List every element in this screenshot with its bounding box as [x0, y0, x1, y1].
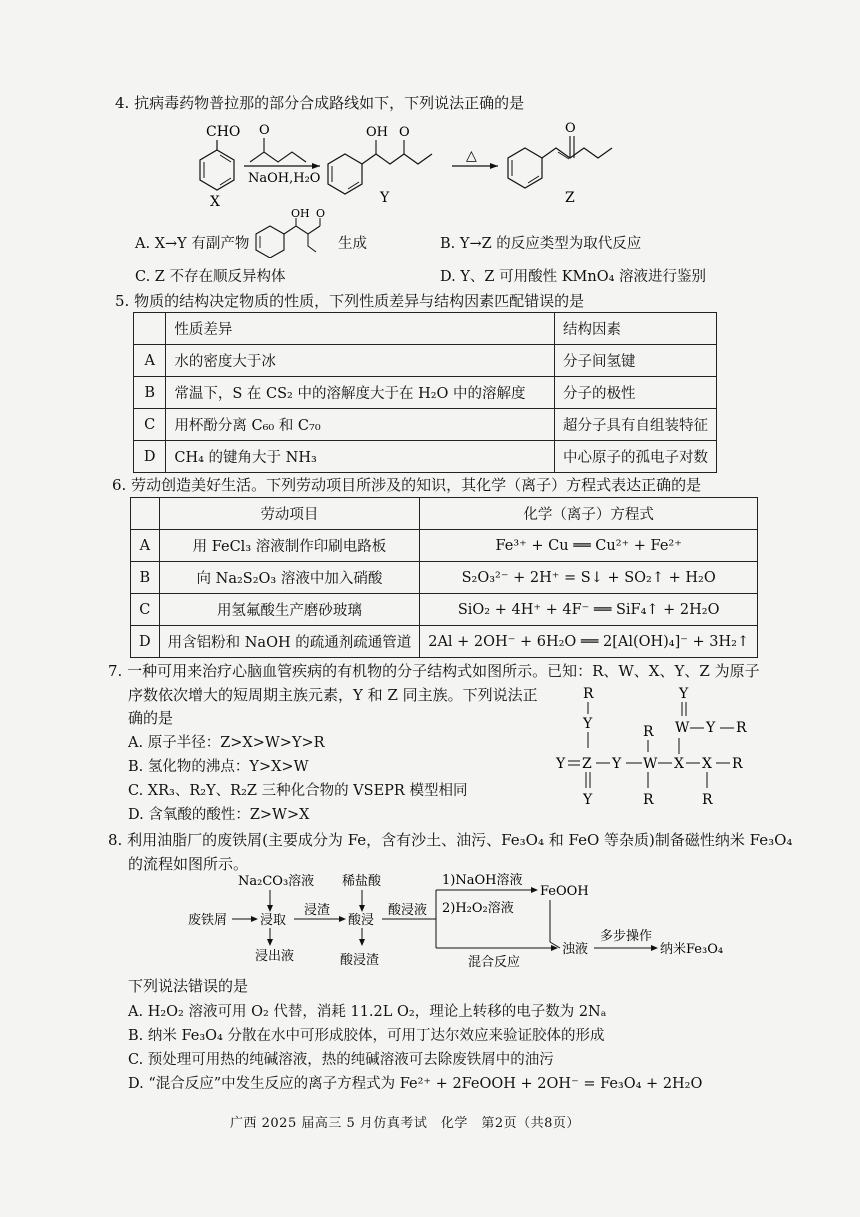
- svg-text:R: R: [583, 686, 594, 702]
- multi-step-label: 多步操作: [600, 929, 653, 944]
- q5-stem: 5. 物质的结构决定物质的性质，下列性质差异与结构因素匹配错误的是: [115, 292, 585, 310]
- svg-text:Y: Y: [583, 792, 593, 808]
- residue-label: 浸渣: [304, 903, 331, 918]
- q6-header-row: 劳动项目 化学（离子）方程式: [131, 498, 758, 530]
- q6-stem: 6. 劳动创造美好生活。下列劳动项目所涉及的知识，其化学（离子）方程式表达正确的是: [112, 476, 702, 494]
- table-row: A 水的密度大于冰 分子间氢键: [134, 345, 717, 377]
- q4-option-b: B. Y→Z 的反应类型为取代反应: [440, 236, 642, 252]
- svg-text:R: R: [736, 720, 747, 736]
- acid-leach-step: 酸浸: [348, 913, 375, 928]
- cho-label: CHO: [206, 124, 241, 140]
- compound-z: [508, 121, 612, 206]
- leach-liquid-label: 浸出液: [255, 949, 295, 964]
- feooh-label: FeOOH: [540, 884, 589, 899]
- q5-header-row: 性质差异 结构因素: [134, 313, 717, 345]
- q8-option-b: B. 纳米 Fe₃O₄ 分散在水中可形成胶体，可用丁达尔效应来验证胶体的形成: [128, 1028, 605, 1044]
- table-row: A 用 FeCl₃ 溶液制作印刷电路板 Fe³⁺ + Cu ══ Cu²⁺ + Fe²⁺: [131, 530, 758, 562]
- svg-text:Y: Y: [556, 756, 566, 772]
- svg-text:R: R: [732, 756, 743, 772]
- svg-text:X: X: [702, 756, 712, 772]
- compound-y: [328, 125, 432, 206]
- q7-stem-line3: 确的是: [128, 709, 174, 727]
- svg-text:Y: Y: [612, 756, 622, 772]
- q7-option-a: A. 原子半径：Z>X>W>Y>R: [128, 735, 325, 751]
- table-row: D 用含铝粉和 NaOH 的疏通剂疏通管道 2Al + 2OH⁻ + 6H₂O ══ 2[Al(OH)₄]⁻ + 3H₂↑: [131, 626, 758, 658]
- table-row: D CH₄ 的键角大于 NH₃ 中心原子的孤电子对数: [134, 441, 717, 473]
- svg-text:W: W: [643, 756, 658, 772]
- q5-table: [133, 312, 717, 473]
- naoh-label: 1)NaOH溶液: [442, 873, 523, 888]
- svg-text:Z: Z: [582, 756, 592, 772]
- q7-stem-line2: 序数依次增大的短周期主族元素，Y 和 Z 同主族。下列说法正: [128, 686, 538, 704]
- q8-stem-line3: 下列说法错误的是: [128, 977, 249, 995]
- svg-text:O: O: [565, 121, 576, 136]
- nano-label: 纳米Fe₃O₄: [660, 942, 724, 957]
- page-footer: 广西 2025 届高三 5 月仿真考试 化学 第2页（共8页）: [230, 1116, 580, 1131]
- acid-liquid-label: 酸浸液: [388, 903, 428, 918]
- mix-label: 混合反应: [468, 955, 521, 970]
- svg-text:O: O: [259, 123, 270, 138]
- x-label: X: [210, 194, 220, 210]
- svg-text:OH: OH: [291, 208, 310, 220]
- svg-text:Y: Y: [583, 716, 593, 732]
- q7-option-d: D. 含氧酸的酸性：Z>W>X: [128, 807, 310, 823]
- svg-text:W: W: [675, 720, 690, 736]
- table-row: C 用杯酚分离 C₆₀ 和 C₇₀ 超分子具有自组装特征: [134, 409, 717, 441]
- pentanone: [250, 123, 306, 162]
- scrap-label: 废铁屑: [188, 913, 228, 928]
- q8-option-c: C. 预处理可用热的纯碱溶液，热的纯碱溶液可去除废铁屑中的油污: [128, 1052, 554, 1068]
- q7-option-b: B. 氢化物的沸点：Y>X>W: [128, 759, 309, 775]
- q4-option-a: A. X→Y 有副产物: [135, 236, 250, 252]
- h2o2-label: 2)H₂O₂溶液: [442, 901, 514, 916]
- q4-option-c: C. Z 不存在顺反异构体: [135, 269, 286, 285]
- svg-text:R: R: [702, 792, 713, 808]
- q8-stem-line1: 8. 利用油脂厂的废铁屑(主要成分为 Fe，含有沙土、油污、Fe₃O₄ 和 FeO 等杂质)制备磁性纳米 Fe₃O₄: [108, 831, 793, 849]
- table-row: C 用氢氟酸生产磨砂玻璃 SiO₂ + 4H⁺ + 4F⁻ ══ SiF₄↑ + 2H₂O: [131, 594, 758, 626]
- q8-option-a: A. H₂O₂ 溶液可用 O₂ 代替，消耗 11.2L O₂，理论上转移的电子数为 2Nₐ: [128, 1004, 607, 1020]
- compound-x: [200, 124, 240, 210]
- q7-stem-line1: 7. 一种可用来治疗心脑血管疾病的有机物的分子结构式如图所示。已知：R、W、X、Y、Z 为原子: [108, 662, 760, 680]
- na2co3-label: Na₂CO₃溶液: [238, 874, 315, 889]
- turbid-label: 浊液: [562, 942, 589, 957]
- svg-text:Y: Y: [706, 720, 716, 736]
- svg-text:O: O: [399, 125, 410, 140]
- q4-byproduct-structure: [250, 208, 340, 258]
- q6-table: [130, 497, 758, 658]
- z-label: Z: [565, 190, 575, 206]
- svg-text:OH: OH: [366, 125, 388, 140]
- acid-residue-label: 酸浸渣: [340, 953, 380, 968]
- q4-option-d: D. Y、Z 可用酸性 KMnO₄ 溶液进行鉴别: [440, 269, 707, 285]
- y-label: Y: [380, 190, 390, 206]
- svg-text:O: O: [316, 208, 326, 220]
- svg-text:R: R: [643, 792, 654, 808]
- q8-option-d: D. “混合反应”中发生反应的离子方程式为 Fe²⁺ + 2FeOOH + 2OH⁻ = Fe₃O₄ + 2H₂O: [128, 1076, 703, 1092]
- reagent-label: NaOH,H₂O: [248, 171, 321, 186]
- hcl-label: 稀盐酸: [342, 874, 382, 889]
- table-row: B 常温下，S 在 CS₂ 中的溶解度大于在 H₂O 中的溶解度 分子的极性: [134, 377, 717, 409]
- table-row: B 向 Na₂S₂O₃ 溶液中加入硝酸 S₂O₃²⁻ + 2H⁺ = S↓ + SO₂↑ + H₂O: [131, 562, 758, 594]
- leach-step: 浸取: [260, 913, 287, 928]
- heat-symbol: △: [466, 148, 477, 164]
- q4-stem: 4. 抗病毒药物普拉那的部分合成路线如下，下列说法正确的是: [115, 94, 525, 112]
- q8-flow-diagram: [180, 872, 740, 972]
- q7-option-c: C. XR₃、R₂Y、R₂Z 三种化合物的 VSEPR 模型相同: [128, 783, 468, 799]
- q4-reaction-scheme: [180, 118, 740, 210]
- q8-stem-line2: 的流程如图所示。: [128, 855, 249, 873]
- svg-text:X: X: [674, 756, 684, 772]
- svg-text:Y: Y: [679, 686, 689, 702]
- svg-text:R: R: [643, 724, 654, 740]
- q4-option-a-tail: 生成: [338, 236, 367, 252]
- q7-structure-diagram: [550, 684, 760, 812]
